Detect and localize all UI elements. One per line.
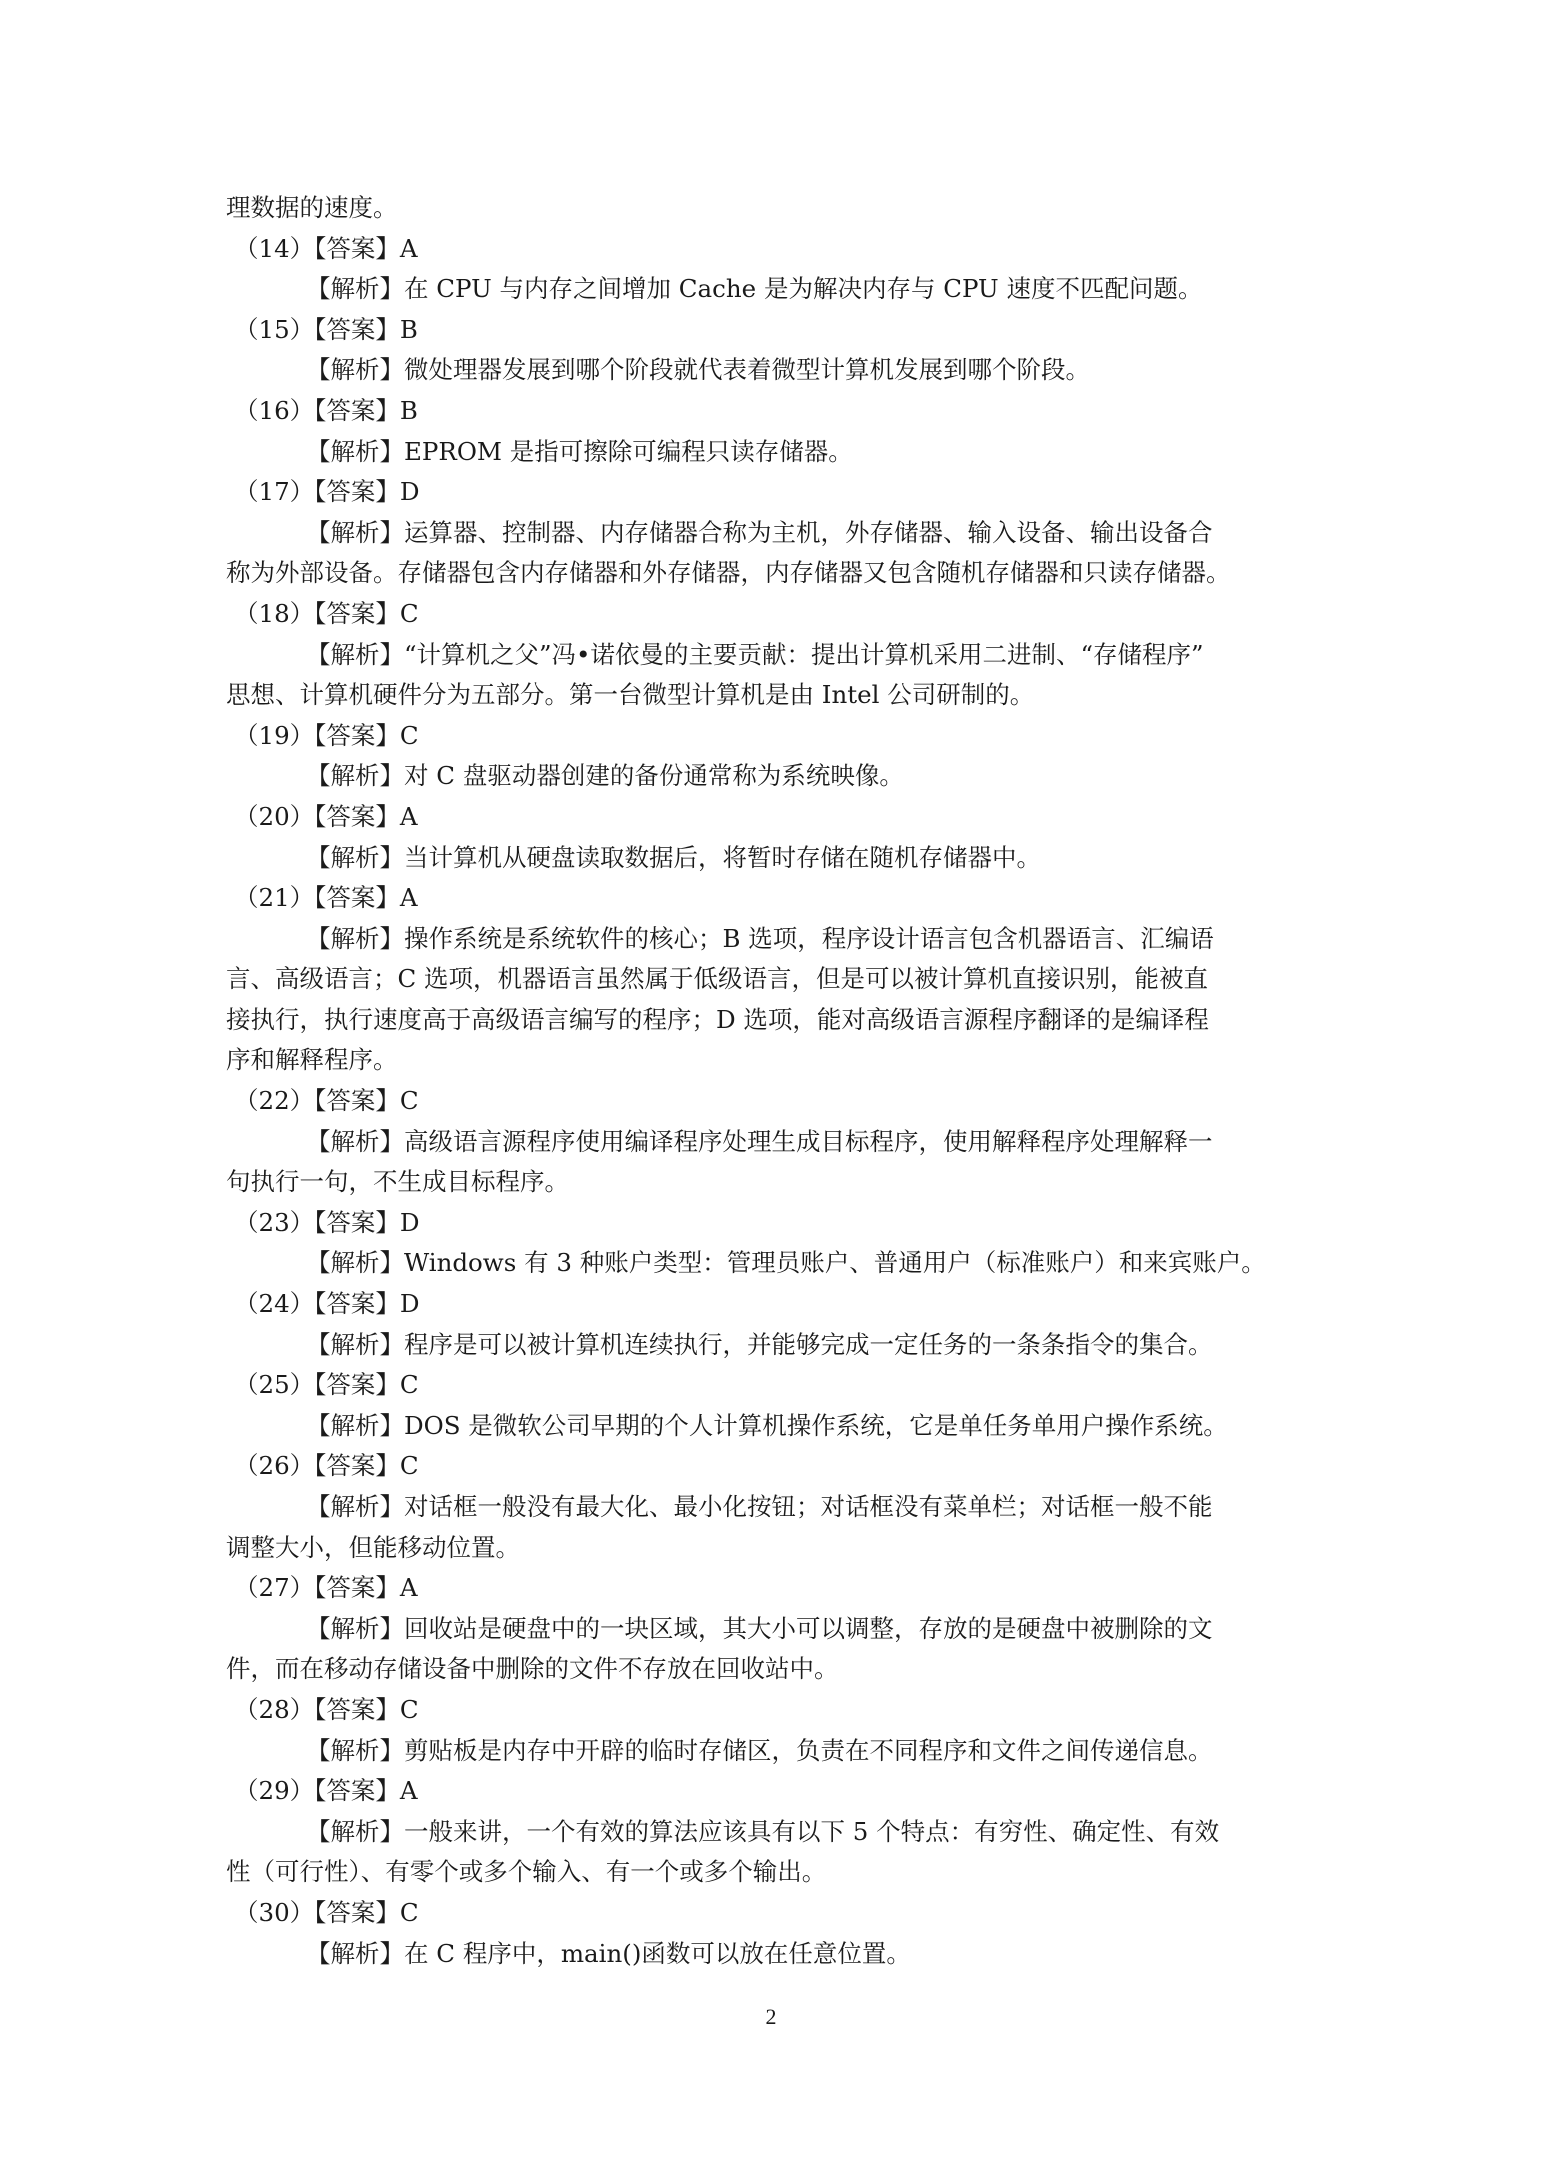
analysis-continuation-line: 句执行一句，不生成目标程序。 <box>226 1167 569 1197</box>
answer-line: （19）【答案】C <box>234 720 419 750</box>
analysis-continuation-line: 接执行，执行速度高于高级语言编写的程序；D 选项，能对高级语言源程序翻译的是编译程 <box>226 1004 1209 1034</box>
analysis-continuation-line: 言、高级语言；C 选项，机器语言虽然属于低级语言，但是可以被计算机直接识别，能被直 <box>226 964 1209 994</box>
analysis-block <box>226 838 1326 879</box>
answer-key-body <box>226 188 1326 1974</box>
analysis-line: 【解析】对 C 盘驱动器创建的备份通常称为系统映像。 <box>306 761 904 791</box>
analysis-block <box>226 1325 1326 1366</box>
analysis-continuation-line: 调整大小，但能移动位置。 <box>226 1532 520 1562</box>
analysis-block <box>226 432 1326 473</box>
analysis-line: 【解析】一般来讲，一个有效的算法应该具有以下 5 个特点：有穷性、确定性、有效 <box>306 1816 1220 1846</box>
answer-line: （15）【答案】B <box>234 314 418 344</box>
answer-line: （17）【答案】D <box>234 477 420 507</box>
analysis-line: 【解析】DOS 是微软公司早期的个人计算机操作系统，它是单任务单用户操作系统。 <box>306 1410 1228 1440</box>
answer-line: （26）【答案】C <box>234 1451 419 1481</box>
analysis-block <box>226 1812 1326 1893</box>
analysis-line: 【解析】对话框一般没有最大化、最小化按钮；对话框没有菜单栏；对话框一般不能 <box>306 1492 1213 1521</box>
analysis-line: 【解析】微处理器发展到哪个阶段就代表着微型计算机发展到哪个阶段。 <box>306 355 1090 385</box>
answer-line: （22）【答案】C <box>234 1086 419 1116</box>
answer-line: （25）【答案】C <box>234 1370 419 1400</box>
analysis-line: 【解析】Windows 有 3 种账户类型：管理员账户、普通用户（标准账户）和来宾账户。 <box>306 1248 1266 1278</box>
analysis-continuation-line: 序和解释程序。 <box>226 1045 398 1075</box>
analysis-continuation-line: 思想、计算机硬件分为五部分。第一台微型计算机是由 Intel 公司研制的。 <box>226 680 1035 710</box>
analysis-line: 【解析】在 C 程序中，main()函数可以放在任意位置。 <box>306 1938 911 1968</box>
analysis-block <box>226 350 1326 391</box>
analysis-line: 【解析】剪贴板是内存中开辟的临时存储区，负责在不同程序和文件之间传递信息。 <box>306 1735 1213 1765</box>
analysis-block <box>226 269 1326 310</box>
analysis-block <box>226 919 1326 1081</box>
answer-line: （23）【答案】D <box>234 1207 420 1237</box>
analysis-block <box>226 1609 1326 1690</box>
analysis-line: 【解析】操作系统是系统软件的核心；B 选项，程序设计语言包含机器语言、汇编语 <box>306 923 1214 953</box>
lead-line: 理数据的速度。 <box>226 193 398 222</box>
analysis-continuation-line: 称为外部设备。存储器包含内存储器和外存储器，内存储器又包含随机存储器和只读存储器。 <box>226 558 1231 588</box>
answer-line: （28）【答案】C <box>234 1694 419 1724</box>
analysis-line: 【解析】EPROM 是指可擦除可编程只读存储器。 <box>306 436 853 466</box>
answer-line: （16）【答案】B <box>234 395 418 425</box>
analysis-line: 【解析】运算器、控制器、内存储器合称为主机，外存储器、输入设备、输出设备合 <box>306 517 1213 547</box>
analysis-line: 【解析】高级语言源程序使用编译程序处理生成目标程序，使用解释程序处理解释一 <box>306 1126 1213 1156</box>
analysis-block <box>226 1243 1326 1284</box>
answer-line: （29）【答案】A <box>234 1776 418 1806</box>
answer-line: （18）【答案】C <box>234 598 419 628</box>
analysis-line: 【解析】程序是可以被计算机连续执行，并能够完成一定任务的一条条指令的集合。 <box>306 1329 1213 1359</box>
answer-line: （30）【答案】C <box>234 1897 419 1927</box>
analysis-block <box>226 1406 1326 1447</box>
analysis-block <box>226 1731 1326 1772</box>
analysis-block <box>226 635 1326 716</box>
analysis-block <box>226 1934 1326 1975</box>
answer-line: （14）【答案】A <box>234 233 418 263</box>
analysis-line: 【解析】当计算机从硬盘读取数据后，将暂时存储在随机存储器中。 <box>306 842 1041 872</box>
page-number: 2 <box>765 2004 777 2029</box>
analysis-block <box>226 756 1326 797</box>
analysis-continuation-line: 件，而在移动存储设备中删除的文件不存放在回收站中。 <box>226 1654 839 1684</box>
analysis-line: 【解析】在 CPU 与内存之间增加 Cache 是为解决内存与 CPU 速度不匹配问题。 <box>306 274 1203 304</box>
analysis-line: 【解析】回收站是硬盘中的一块区域，其大小可以调整，存放的是硬盘中被删除的文 <box>306 1613 1213 1643</box>
analysis-block <box>226 513 1326 594</box>
answer-line: （20）【答案】A <box>234 801 418 831</box>
answer-line: （21）【答案】A <box>234 883 418 913</box>
answer-line: （24）【答案】D <box>234 1289 420 1319</box>
analysis-line: 【解析】“计算机之父”冯•诺依曼的主要贡献：提出计算机采用二进制、“存储程序” <box>306 639 1204 669</box>
answer-line: （27）【答案】A <box>234 1573 418 1603</box>
analysis-block <box>226 1122 1326 1203</box>
analysis-continuation-line: 性（可行性）、有零个或多个输入、有一个或多个输出。 <box>226 1857 827 1887</box>
analysis-block <box>226 1487 1326 1568</box>
